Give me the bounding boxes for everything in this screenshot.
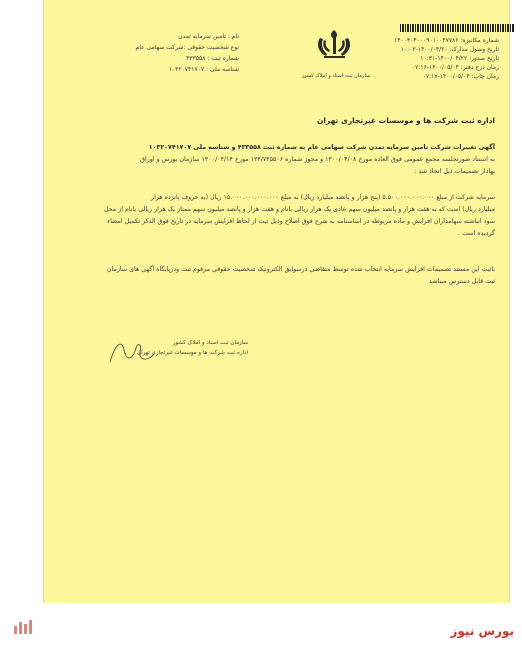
paragraph-line: سرمایه شرکت از مبلغ ۵.۵۰۰.۰۰۰.۰۰۰.۰۰۰ (پنج هزار و پانصد میلیارد ریال) به مبلغ ۱۵.۰۰۰.۰۰۰.۰۰۰.۰۰۰ ریال (به حروف پانزده هزار [151,194,495,201]
letter-number: شماره مکانیزه: ۱۴۰۰۳۰۴۰۰۰۹۰۱۰۰۴۷۷۸۶ [394,37,499,44]
signature-scribble-icon [102,332,162,372]
signature-org: سازمان ثبت اسناد و املاک کشور [172,340,248,346]
legal-type: نوع شخصیت حقوقی :شرکت سهامی عام [135,44,239,51]
print-time: زمان چاپ: ۱۴۰۰/۰۵/۰۴-۰۷:۱۷ [422,73,499,80]
site-logo-icon [12,618,34,636]
barcode [400,24,514,32]
receipt-date: تاریخ وصول مدارک: ۱۴۰۰/۰۴/۲۰-۱۰:۰۳ [400,46,499,53]
paragraph-line: سود انباشته سهامداران افزایش و ماده مربوطه در اساسنامه به شرح فوق اصلاح وذیل ثبت از لحاظ افزایش سرمایه در تاریخ فوق الذکر تکمیل امضاء [107,218,495,225]
intro-line: بهادار تصمیمات ذیل اتخاذ شد : [414,168,495,175]
paragraph-line: باثبت این مستند تصمیمات افزایش سرمایه انتخاب شده توسط متقاضی درسوابق الکترونیک شخصیت حقوقی مرقوم ثبت ودرپایگاه آگهی های سازمان [106,266,495,273]
intro-line: به استناد صورتجلسه مجمع عمومی فوق العاده مورخ ۱۴۰۰/۰۴/۰۸ و مجوز شماره ۱۲۲/۷۴۵۵۰۶ مورخ ۱۴۰۰/۰۴/۱۴ سازمان بورس و اوراق [140,156,495,163]
paragraph-line: گردیده است . [458,230,495,237]
announcement-intro [55,142,495,178]
registration-number: شماره ثبت : ۴۳۳۵۵۸ [186,55,239,62]
register-time: زمان درج دفتر: ۱۴۰۰/۰۵/۰۴-۰۷:۱۶ [411,64,499,71]
header-meta [394,36,499,81]
company-name: نام : تامین سرمایه تمدن [178,33,239,40]
capital-increase-paragraph [55,192,495,240]
intro-line: آگهی تغییرات شرکت تامین سرمایه تمدن شرکت سهامی عام به شماره ثبت ۴۳۳۵۵۸ و شناسه ملی ۱۰۳۲۰۷۴۱۷۰۷ [148,144,495,151]
national-emblem-icon [310,28,360,72]
issue-date: تاریخ صدور: ۱۴۰۰/۰۴/۲۲-۱۰:۳۱ [420,55,499,62]
emblem-caption: سازمان ثبت اسناد و املاک کشور [301,73,371,79]
registration-note [55,264,495,288]
document-page [43,0,510,603]
office-title: اداره ثبت شرکت ها و موسسات غیرتجاری تهران [316,116,495,125]
national-id: شناسه ملی : ۱۰۳۲۰۷۴۱۷۰۷ [168,66,239,73]
company-info [114,31,239,75]
footer-brand: بورس نیوز [450,624,514,638]
signature-office: اداره ثبت شرکت ها و موسسات غیرتجاری تهران [137,350,248,356]
paragraph-line: میلیارد ریال) است که به هفت هزار و پانصد میلیون سهم عادی یک هزار ریالی بانام و هفت هزار و پانصد میلیون سهم ممتاز یک هزار ریالی بانام از محل [103,206,495,213]
paragraph-line: ثبت قابل دسترس میباشد [428,278,495,285]
